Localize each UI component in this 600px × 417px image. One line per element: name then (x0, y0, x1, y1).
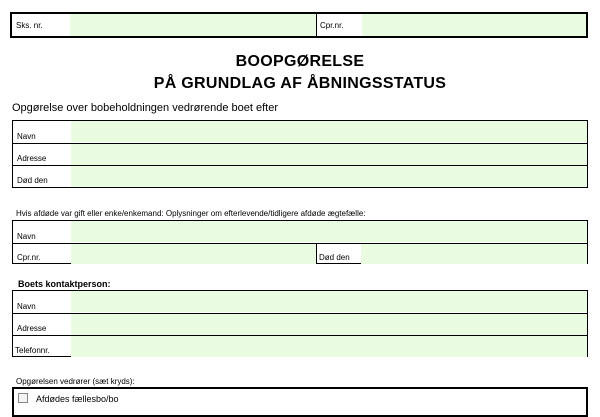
deceased-name-input[interactable] (71, 121, 587, 142)
concerns-box (12, 387, 588, 417)
contact-box (12, 290, 588, 357)
header-box (10, 12, 588, 38)
page-subtitle: PÅ GRUNDLAG AF ÅBNINGSSTATUS (153, 75, 447, 92)
contact-heading: Boets kontaktperson: (18, 279, 111, 289)
header-divider (316, 14, 317, 36)
contact-address-row (13, 313, 587, 335)
spouse-cpr-label: Cpr.nr. (17, 253, 41, 262)
spouse-name-input[interactable] (71, 221, 587, 242)
spouse-heading: Hvis afdøde var gift eller enke/enkemand: Oplysninger om efterlevende/tidligere afdøde ægtefælle: (16, 209, 366, 218)
contact-phone-label: Telefonnr. (15, 346, 50, 355)
cpr-input[interactable] (362, 14, 586, 36)
sks-field[interactable] (70, 14, 316, 36)
sks-input[interactable] (70, 14, 316, 36)
deceased-address-label: Adresse (17, 154, 47, 163)
deceased-address-field[interactable] (71, 144, 587, 165)
contact-name-field[interactable] (71, 291, 587, 312)
spouse-death-input[interactable] (361, 244, 587, 264)
deceased-death-input[interactable] (71, 166, 587, 187)
spouse-cpr-row (13, 243, 587, 264)
spouse-cpr-field[interactable] (71, 244, 316, 264)
spouse-name-label: Navn (17, 232, 36, 241)
sks-label: Sks. nr. (16, 21, 43, 30)
deceased-name-field[interactable] (71, 121, 587, 142)
contact-phone-input[interactable] (71, 336, 587, 357)
option1-checkbox[interactable] (18, 393, 28, 403)
option1-label: Afdødes fællesbo/bo (36, 394, 119, 404)
contact-name-label: Navn (17, 302, 36, 311)
intro-text: Opgørelse over bobeholdningen vedrørende boet efter (12, 102, 279, 114)
spouse-death-field[interactable] (361, 244, 587, 264)
contact-name-row (13, 291, 587, 313)
deceased-death-row (13, 165, 587, 187)
deceased-death-field[interactable] (71, 166, 587, 187)
spouse-divider (316, 244, 317, 264)
spouse-death-label: Død den (319, 253, 350, 262)
cpr-label: Cpr.nr. (320, 21, 344, 30)
contact-phone-field[interactable] (71, 336, 587, 357)
page-title: BOOPGØRELSE (235, 53, 365, 70)
cpr-field[interactable] (362, 14, 586, 36)
contact-address-label: Adresse (17, 324, 47, 333)
spouse-cpr-input[interactable] (71, 244, 316, 264)
deceased-address-input[interactable] (71, 144, 587, 165)
spouse-box (12, 220, 588, 264)
contact-phone-row (13, 335, 587, 357)
deceased-name-label: Navn (17, 132, 36, 141)
concerns-heading: Opgørelsen vedrører (sæt kryds): (16, 377, 135, 386)
deceased-address-row (13, 143, 587, 165)
contact-address-input[interactable] (71, 314, 587, 335)
spouse-name-row (13, 221, 587, 243)
deceased-box (12, 120, 588, 188)
deceased-name-row (13, 121, 587, 143)
contact-name-input[interactable] (71, 291, 587, 312)
spouse-name-field[interactable] (71, 221, 587, 242)
deceased-death-label: Død den (17, 176, 48, 185)
contact-address-field[interactable] (71, 314, 587, 335)
